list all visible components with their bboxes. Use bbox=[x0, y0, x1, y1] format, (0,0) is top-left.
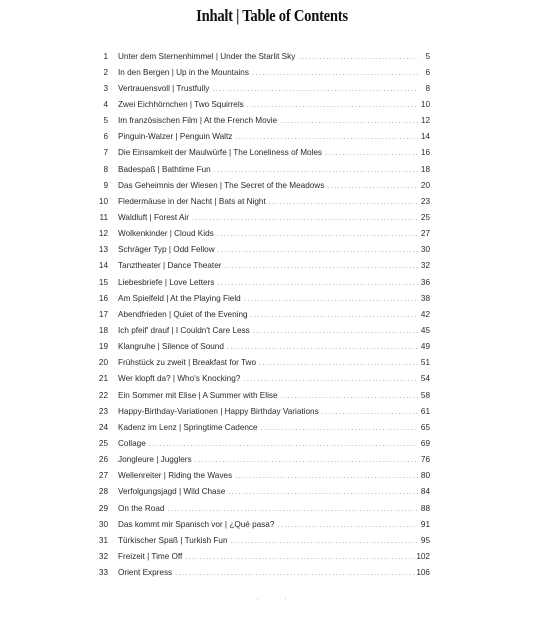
toc-entry-page-number: 18 bbox=[420, 164, 430, 174]
dot-leader bbox=[228, 489, 418, 496]
toc-entry-page-number: 88 bbox=[420, 503, 430, 513]
toc-entry-number: 6 bbox=[103, 132, 108, 142]
toc-entry-line bbox=[112, 358, 430, 367]
toc-entry[interactable] bbox=[98, 355, 430, 371]
toc-entry-title: Ich pfeif' drauf | I Couldn't Care Less bbox=[118, 325, 250, 335]
toc-entry-line bbox=[112, 68, 430, 77]
toc-entry-line bbox=[112, 568, 430, 577]
toc-entry-page-number: 69 bbox=[420, 438, 430, 448]
toc-entry-page-number: 38 bbox=[420, 293, 430, 303]
toc-entry-title: Collage bbox=[118, 438, 146, 448]
toc-entry[interactable] bbox=[98, 322, 430, 338]
toc-entry-number: 26 bbox=[98, 455, 108, 465]
toc-entry-number: 18 bbox=[98, 325, 108, 335]
toc-entry-number: 16 bbox=[98, 293, 108, 303]
toc-entry-line bbox=[112, 294, 430, 303]
dot-leader bbox=[231, 538, 418, 545]
toc-entry-number: 28 bbox=[98, 487, 108, 497]
toc-entry-page-number: 23 bbox=[420, 196, 430, 206]
toc-entry-title: Im französischen Film | At the French Movie bbox=[118, 116, 278, 126]
toc-entry-page-number: 30 bbox=[420, 245, 430, 255]
toc-entry-line bbox=[112, 116, 430, 125]
dot-leader bbox=[247, 102, 418, 109]
toc-entry-number: 19 bbox=[98, 342, 108, 352]
toc-entry-title: Wer klopft da? | Who's Knocking? bbox=[118, 374, 241, 384]
toc-entry-number: 25 bbox=[98, 438, 108, 448]
toc-entry[interactable] bbox=[98, 403, 430, 419]
toc-entry-title: Fledermäuse in der Nacht | Bats at Night bbox=[118, 196, 266, 206]
toc-entry[interactable] bbox=[98, 452, 430, 468]
toc-entry-line bbox=[112, 520, 430, 529]
dot-leader bbox=[217, 280, 418, 287]
dot-leader bbox=[217, 231, 418, 238]
dot-leader bbox=[298, 54, 418, 61]
toc-entry-title: Frühstück zu zweit | Breakfast for Two bbox=[118, 358, 257, 368]
toc-entry-page-number: 61 bbox=[420, 406, 430, 416]
toc-entry[interactable] bbox=[103, 80, 430, 96]
toc-entry-title: Das Geheimnis der Wiesen | The Secret of the Meadows bbox=[118, 180, 325, 190]
dot-leader bbox=[327, 183, 418, 190]
toc-entry-number: 9 bbox=[103, 180, 108, 190]
toc-entry[interactable] bbox=[103, 177, 430, 193]
toc-entry[interactable] bbox=[98, 500, 430, 516]
toc-entry-line bbox=[112, 278, 430, 287]
toc-entry-number: 17 bbox=[98, 309, 108, 319]
toc-entry-line bbox=[112, 391, 430, 400]
toc-entry-title: Tanztheater | Dance Theater bbox=[118, 261, 222, 271]
toc-entry-page-number: 6 bbox=[425, 67, 430, 77]
toc-entry-line bbox=[112, 407, 430, 416]
toc-entry-line bbox=[112, 455, 430, 464]
toc-entry-line bbox=[112, 342, 430, 351]
dot-leader bbox=[281, 393, 418, 400]
toc-entry[interactable] bbox=[103, 64, 430, 80]
dot-leader bbox=[251, 312, 418, 319]
dot-leader bbox=[235, 134, 418, 141]
dot-leader bbox=[253, 328, 418, 335]
dot-leader bbox=[269, 199, 418, 206]
toc-entry-page-number: 27 bbox=[420, 229, 430, 239]
toc-entry-page-number: 5 bbox=[425, 51, 430, 61]
dot-leader bbox=[212, 86, 418, 93]
toc-entry[interactable] bbox=[98, 548, 430, 564]
toc-entry-number: 8 bbox=[103, 164, 108, 174]
toc-entry-line bbox=[112, 229, 430, 238]
toc-entry[interactable] bbox=[98, 435, 430, 451]
dot-leader bbox=[261, 425, 418, 432]
toc-entry-title: Jongleure | Jugglers bbox=[118, 455, 192, 465]
toc-entry-title: Freizeit | Time Off bbox=[118, 551, 183, 561]
toc-entry-line bbox=[112, 471, 430, 480]
toc-entry[interactable] bbox=[98, 484, 430, 500]
page-title: Inhalt | Table of Contents bbox=[196, 6, 348, 25]
toc-entry-number: 1 bbox=[103, 51, 108, 61]
toc-entry-number: 15 bbox=[98, 277, 108, 287]
toc-entry-number: 20 bbox=[98, 358, 108, 368]
dot-leader bbox=[244, 296, 418, 303]
toc-entry[interactable] bbox=[98, 339, 430, 355]
toc-entry-title: Türkischer Spaß | Turkish Fun bbox=[118, 535, 228, 545]
toc-entry-page-number: 8 bbox=[425, 83, 430, 93]
toc-entry-line bbox=[112, 52, 430, 61]
toc-entry[interactable] bbox=[98, 516, 430, 532]
toc-entry[interactable] bbox=[98, 419, 430, 435]
toc-entry-number: 4 bbox=[103, 99, 108, 109]
toc-entry-number: 29 bbox=[98, 503, 108, 513]
toc-entry-number: 3 bbox=[103, 83, 108, 93]
toc-entry-title: Vertrauensvoll | Trustfully bbox=[118, 83, 210, 93]
dot-leader bbox=[218, 247, 418, 254]
toc-entry-page-number: 80 bbox=[420, 471, 430, 481]
toc-entry[interactable] bbox=[103, 48, 430, 64]
dot-leader bbox=[167, 506, 418, 513]
dot-leader bbox=[224, 263, 418, 270]
toc-entry-page-number: 14 bbox=[420, 132, 430, 142]
toc-entry-page-number: 45 bbox=[420, 325, 430, 335]
toc-entry-title: Zwei Eichhörnchen | Two Squirrels bbox=[118, 99, 244, 109]
toc-entry-title: Happy-Birthday-Variationen | Happy Birthday Variations bbox=[118, 406, 319, 416]
toc-entry-number: 7 bbox=[103, 148, 108, 158]
toc-entry-line bbox=[112, 197, 430, 206]
toc-entry-title: Unter dem Sternenhimmel | Under the Starlit Sky bbox=[118, 51, 296, 61]
page-footer-dots: · · bbox=[256, 596, 299, 603]
toc-entry[interactable] bbox=[98, 290, 430, 306]
toc-entry-line bbox=[112, 165, 430, 174]
dot-leader bbox=[259, 360, 418, 367]
toc-entry-title: On the Road bbox=[118, 503, 165, 513]
toc-entry-title: Klangruhe | Silence of Sound bbox=[118, 342, 224, 352]
toc-entry[interactable] bbox=[103, 96, 430, 112]
toc-entry-page-number: 20 bbox=[420, 180, 430, 190]
toc-entry-page-number: 58 bbox=[420, 390, 430, 400]
toc-entry-line bbox=[112, 536, 430, 545]
toc-entry-line bbox=[112, 245, 430, 254]
toc-entry[interactable] bbox=[103, 113, 430, 129]
toc-entry-title: Waldluft | Forest Air bbox=[118, 212, 189, 222]
toc-entry-line bbox=[112, 261, 430, 270]
toc-entry-line bbox=[112, 504, 430, 513]
toc-entry[interactable] bbox=[98, 306, 430, 322]
toc-entry-page-number: 36 bbox=[420, 277, 430, 287]
dot-leader bbox=[252, 70, 418, 77]
toc-entry-number: 12 bbox=[98, 229, 108, 239]
toc-entry-title: Kadenz im Lenz | Springtime Cadence bbox=[118, 422, 258, 432]
toc-entry-number: 30 bbox=[98, 519, 108, 529]
dot-leader bbox=[185, 554, 414, 561]
toc-entry-number: 24 bbox=[98, 422, 108, 432]
toc-entry-line bbox=[112, 213, 430, 222]
toc-entry-line bbox=[112, 374, 430, 383]
toc-entry-number: 23 bbox=[98, 406, 108, 416]
toc-entry[interactable] bbox=[98, 258, 430, 274]
toc-entry-line bbox=[112, 487, 430, 496]
toc-entry-line bbox=[112, 181, 430, 190]
toc-entry[interactable] bbox=[98, 532, 430, 548]
toc-entry-line bbox=[112, 326, 430, 335]
toc-entry-page-number: 65 bbox=[420, 422, 430, 432]
toc-entry[interactable] bbox=[98, 468, 430, 484]
table-of-contents bbox=[98, 48, 430, 581]
toc-entry-number: 11 bbox=[99, 212, 108, 222]
toc-entry-number: 31 bbox=[98, 535, 108, 545]
toc-entry[interactable] bbox=[98, 565, 430, 581]
toc-entry-number: 22 bbox=[98, 390, 108, 400]
toc-entry-line bbox=[112, 84, 430, 93]
toc-entry[interactable] bbox=[103, 145, 430, 161]
toc-entry-title: Am Spielfeld | At the Playing Field bbox=[118, 293, 241, 303]
toc-entry-title: Das kommt mir Spanisch vor | ¿Qué pasa? bbox=[118, 519, 275, 529]
toc-entry-title: In den Bergen | Up in the Mountains bbox=[118, 67, 249, 77]
toc-entry-line bbox=[112, 132, 430, 141]
toc-entry[interactable] bbox=[98, 387, 430, 403]
toc-entry-title: Verfolgungsjagd | Wild Chase bbox=[118, 487, 226, 497]
toc-entry[interactable] bbox=[98, 371, 430, 387]
toc-entry-page-number: 106 bbox=[416, 568, 430, 578]
toc-entry-number: 13 bbox=[98, 245, 108, 255]
toc-entry-title: Schräger Typ | Odd Fellow bbox=[118, 245, 215, 255]
dot-leader bbox=[227, 344, 418, 351]
toc-entry[interactable] bbox=[98, 226, 430, 242]
dot-leader bbox=[195, 457, 418, 464]
toc-entry[interactable] bbox=[98, 274, 430, 290]
toc-entry-title: Badespaß | Bathtime Fun bbox=[118, 164, 211, 174]
dot-leader bbox=[280, 118, 418, 125]
toc-entry-number: 2 bbox=[103, 67, 108, 77]
dot-leader bbox=[243, 376, 418, 383]
toc-entry-title: Wolkenkinder | Cloud Kids bbox=[118, 229, 214, 239]
toc-entry-number: 32 bbox=[98, 551, 108, 561]
toc-entry-page-number: 95 bbox=[420, 535, 430, 545]
dot-leader bbox=[277, 522, 418, 529]
toc-entry-line bbox=[112, 552, 430, 561]
toc-entry-line bbox=[112, 439, 430, 448]
dot-leader bbox=[322, 409, 418, 416]
toc-entry-page-number: 84 bbox=[420, 487, 430, 497]
toc-entry[interactable] bbox=[98, 193, 430, 209]
toc-entry-page-number: 10 bbox=[420, 99, 430, 109]
toc-entry-number: 10 bbox=[98, 196, 108, 206]
toc-entry-number: 14 bbox=[98, 261, 108, 271]
dot-leader bbox=[235, 473, 418, 480]
toc-entry[interactable] bbox=[99, 209, 430, 225]
dot-leader bbox=[192, 215, 418, 222]
toc-entry-title: Ein Sommer mit Elise | A Summer with Elise bbox=[118, 390, 278, 400]
toc-entry-title: Die Einsamkeit der Maulwürfe | The Loneliness of Moles bbox=[118, 148, 323, 158]
toc-entry[interactable] bbox=[103, 129, 430, 145]
toc-entry-page-number: 42 bbox=[420, 309, 430, 319]
toc-entry-number: 5 bbox=[103, 116, 108, 126]
dot-leader bbox=[325, 150, 418, 157]
toc-entry-page-number: 76 bbox=[420, 455, 430, 465]
toc-entry-line bbox=[112, 310, 430, 319]
toc-entry-page-number: 54 bbox=[420, 374, 430, 384]
toc-entry-line bbox=[112, 148, 430, 157]
toc-entry-page-number: 16 bbox=[420, 148, 430, 158]
toc-entry-title: Pinguin-Walzer | Penguin Waltz bbox=[118, 132, 233, 142]
dot-leader bbox=[149, 441, 418, 448]
toc-entry-title: Wellenreiter | Riding the Waves bbox=[118, 471, 233, 481]
toc-entry-page-number: 49 bbox=[420, 342, 430, 352]
toc-entry-page-number: 51 bbox=[420, 358, 430, 368]
toc-entry-title: Abendfrieden | Quiet of the Evening bbox=[118, 309, 248, 319]
toc-entry-page-number: 12 bbox=[420, 116, 430, 126]
dot-leader bbox=[214, 167, 418, 174]
toc-entry-number: 33 bbox=[98, 568, 108, 578]
toc-entry-title: Liebesbriefe | Love Letters bbox=[118, 277, 215, 287]
toc-entry-line bbox=[112, 423, 430, 432]
toc-entry-page-number: 25 bbox=[420, 212, 430, 222]
toc-entry-page-number: 91 bbox=[420, 519, 430, 529]
toc-entry-number: 27 bbox=[98, 471, 108, 481]
toc-entry-number: 21 bbox=[98, 374, 108, 384]
toc-entry-title: Orient Express bbox=[118, 568, 173, 578]
toc-entry[interactable] bbox=[98, 242, 430, 258]
toc-entry-page-number: 102 bbox=[416, 551, 430, 561]
toc-entry-page-number: 32 bbox=[420, 261, 430, 271]
dot-leader bbox=[175, 570, 414, 577]
toc-entry[interactable] bbox=[103, 161, 430, 177]
toc-entry-line bbox=[112, 100, 430, 109]
